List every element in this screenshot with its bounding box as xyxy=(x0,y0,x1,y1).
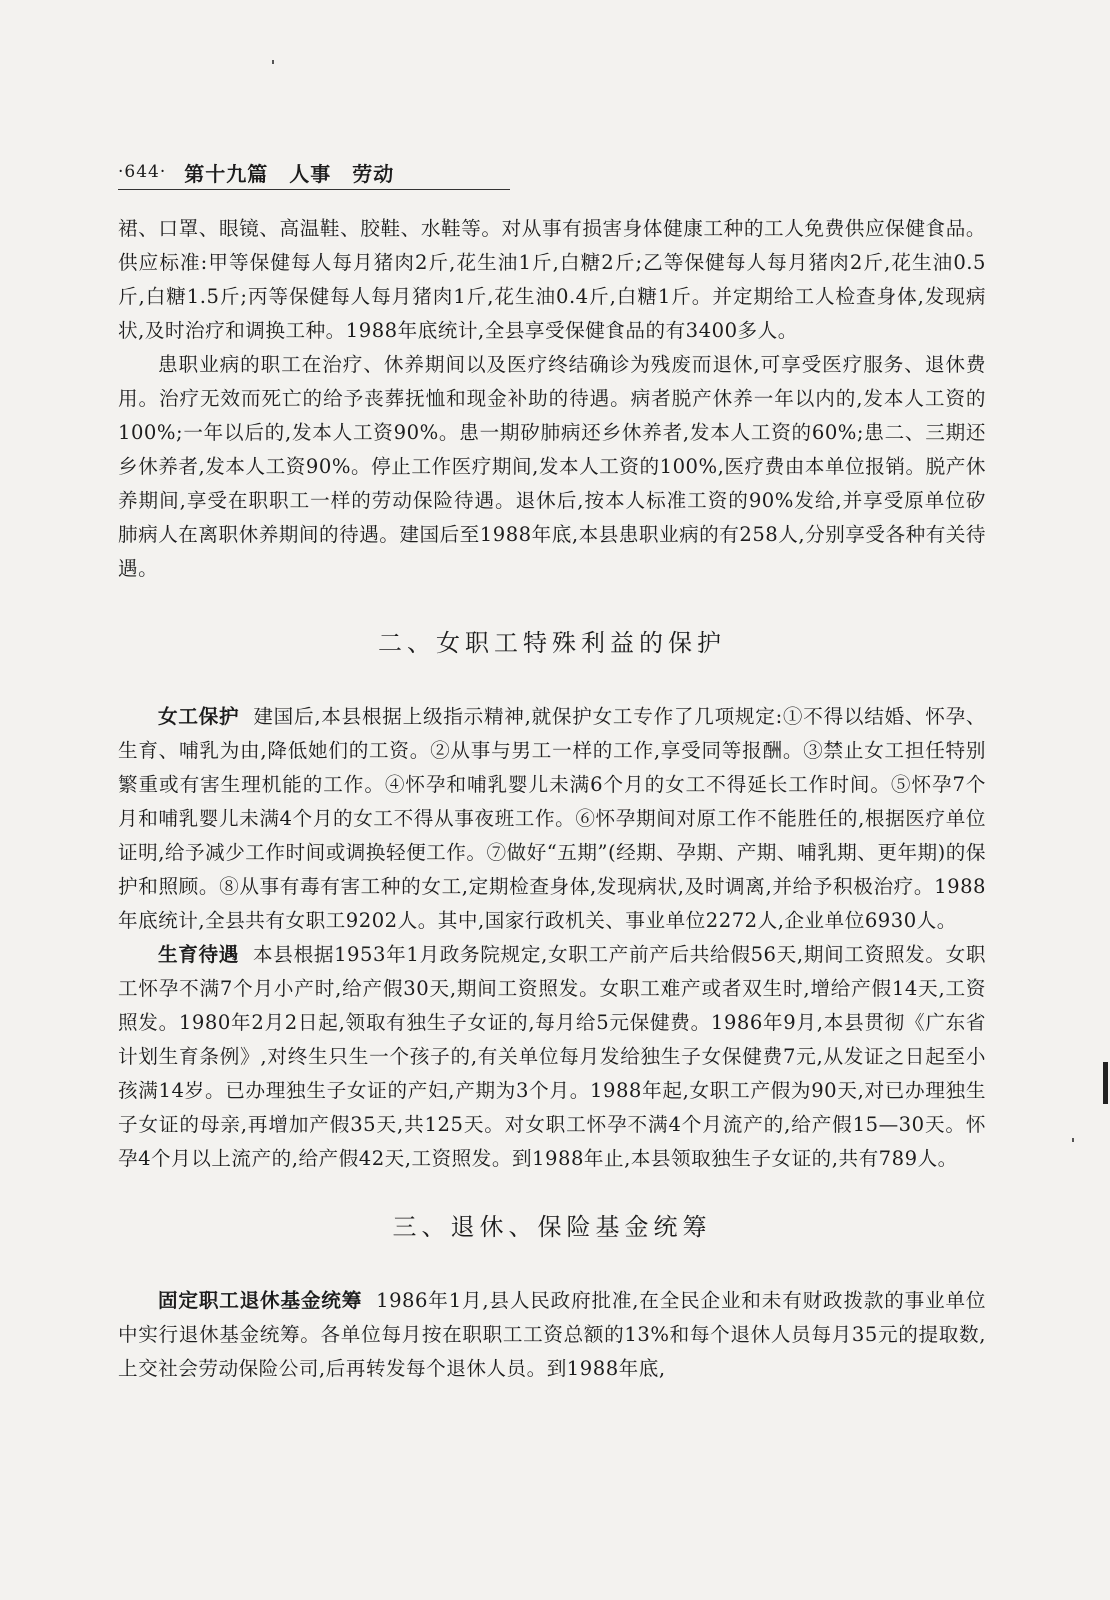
scan-speck xyxy=(272,60,274,64)
section-heading-retirement-fund: 三、退休、保险基金统筹 xyxy=(392,1213,712,1241)
lead-term-maternity: 生育待遇 xyxy=(158,943,240,966)
lead-term-female-protection: 女工保护 xyxy=(158,705,240,728)
scan-speck xyxy=(1072,1138,1074,1142)
paragraph-maternity-benefits xyxy=(118,938,986,1176)
page-number: ·644· xyxy=(118,162,167,182)
paragraph-female-worker-protection xyxy=(118,700,986,938)
paragraph-text: 1986年1月,县人民政府批准,在全民企业和未有财政拨款的事业单位中实行退休基金统筹。各单位每月按在职职工工资总额的13%和每个退休人员每月35元的提取数,上交社会劳动保险公司,后再转发每个退休人员。到1988年底, xyxy=(118,1289,987,1380)
paragraph-text: 建国后,本县根据上级指示精神,就保护女工专作了几项规定:①不得以结婚、怀孕、生育、哺乳为由,降低她们的工资。②从事与男工一样的工作,享受同等报酬。③禁止女工担任特别繁重或有害生理机能的工作。④怀孕和哺乳婴儿未满6个月的女工不得延长工作时间。⑤怀孕7个月和哺乳婴儿未满4个月的女工不得从事夜班工作。⑥怀孕期间对原工作不能胜任的,根据医疗单位证明,给予减少工作时间或调换轻便工作。⑦做好“五期”(经期、孕期、产期、哺乳期、更年期)的保护和照顾。⑧从事有毒有害工种的女工,定期检查身体,发现病状,及时调离,并给予积极治疗。1988年底统计,全县共有女职工9202人。其中,国家行政机关、事业单位2272人,企业单位6930人。 xyxy=(118,705,987,932)
paragraph-health-food: 裙、口罩、眼镜、高温鞋、胶鞋、水鞋等。对从事有损害身体健康工种的工人免费供应保健食品。供应标准:甲等保健每人每月猪肉2斤,花生油1斤,白糖2斤;乙等保健每人每月猪肉2斤,花生油0.5斤,白糖1.5斤;丙等保健每人每月猪肉1斤,花生油0.4斤,白糖1斤。并定期给工人检查身体,发现病状,及时治疗和调换工种。1988年底统计,全县享受保健食品的有3400多人。 xyxy=(118,217,986,342)
scan-edge-mark xyxy=(1103,1062,1108,1104)
running-header xyxy=(118,155,510,190)
paragraph-text: 本县根据1953年1月政务院规定,女职工产前产后共给假56天,期间工资照发。女职工怀孕不满7个月小产时,给产假30天,期间工资照发。女职工难产或者双生时,增给产假14天,工资照发。1980年2月2日起,领取有独生子女证的,每月给5元保健费。1986年9月,本县贯彻《广东省计划生育条例》,对终生只生一个孩子的,有关单位每月发给独生子女保健费7元,从发证之日起至小孩满14岁。已办理独生子女证的产妇,产期为3个月。1988年起,女职工产假为90天,对已办理独生子女证的母亲,再增加产假35天,共125天。对女职工怀孕不满4个月流产的,给产假15—30天。怀孕4个月以上流产的,给产假42天,工资照发。到1988年止,本县领取独生子女证的,共有789人。 xyxy=(118,943,987,1170)
paragraph-retirement-fund xyxy=(118,1284,986,1386)
body-text xyxy=(118,212,986,1386)
paragraph-occupational-disease: 患职业病的职工在治疗、休养期间以及医疗终结确诊为残废而退休,可享受医疗服务、退休费用。治疗无效而死亡的给予丧葬抚恤和现金补助的待遇。病者脱产休养一年以内的,发本人工资的100%;一年以后的,发本人工资90%。患一期矽肺病还乡休养者,发本人工资的60%;患二、三期还乡休养者,发本人工资90%。停止工作医疗期间,发本人工资的100%,医疗费由本单位报销。脱产休养期间,享受在职职工一样的劳动保险待遇。退休后,按本人标准工资的90%发给,并享受原单位矽肺病人在离职休养期间的待遇。建国后至1988年底,本县患职业病的有258人,分别享受各种有关待遇。 xyxy=(118,353,986,580)
section-heading-female-protection: 二、女职工特殊利益的保护 xyxy=(378,629,726,657)
lead-term-retirement-fund: 固定职工退休基金统筹 xyxy=(158,1289,363,1312)
chapter-title: 第十九篇 人事 劳动 xyxy=(184,161,395,186)
